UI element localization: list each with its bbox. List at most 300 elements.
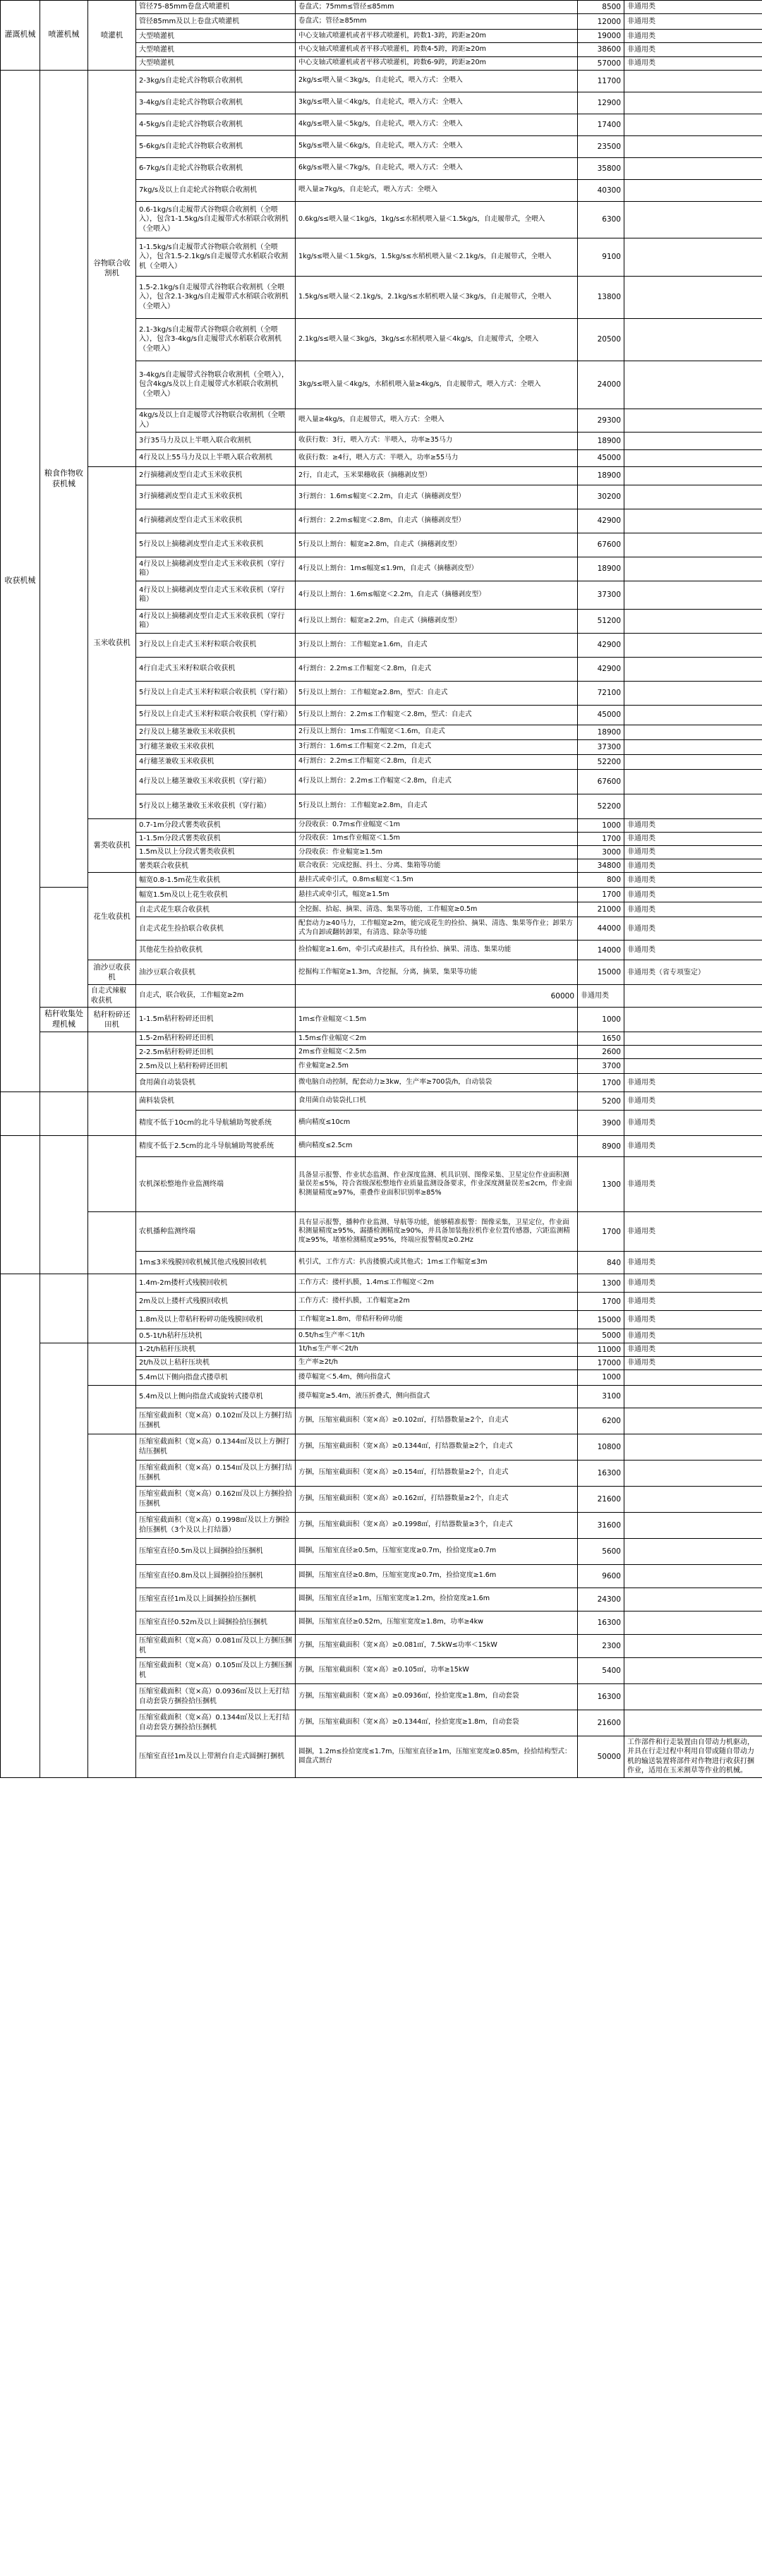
note-cell: 非通用类 xyxy=(624,1293,762,1311)
note-cell xyxy=(624,1369,762,1385)
note-cell xyxy=(624,1611,762,1634)
note-cell xyxy=(624,581,762,609)
note-cell: 工作部件和行走装置由自带动力机驱动，并具在行走过程中利用自带或随自带动力机的输送装置将部件对作物进行收获打捆作业，适用在玉米割草等作业的机械。 xyxy=(624,1736,762,1777)
subsidy-amount-cell: 35800 xyxy=(578,157,624,179)
spec-cell: 3行割台：1.6m≤幅宽＜2.2m，自走式（摘穗剥皮型） xyxy=(296,485,578,509)
note-cell xyxy=(624,1059,762,1074)
subsidy-amount-cell: 3000 xyxy=(578,846,624,859)
spec-cell: 方捆，压缩室截面积（宽×高）≥0.1344㎡，打结器数量≥2个，自走式 xyxy=(296,1434,578,1460)
subsidy-amount-cell: 45000 xyxy=(578,705,624,725)
spec-cell: 6kg/s≤喂入量＜7kg/s，自走轮式，喂入方式：全喂入 xyxy=(296,157,578,179)
spec-cell: 圆捆，压缩室直径≥1m，压缩室宽度≥1.2m，捡拾宽度≥1.6m xyxy=(296,1588,578,1611)
spec-cell: 具备显示报警、作业状态监测、作业深度监测、机具识别、图像采集、卫星定位作业面积测量误差≤5%，符合省级深松整地作业质量监测设备要求，作业深度测量误差≤2cm，作业面积测量精度≥97%，重叠作业面积识别率≥85% xyxy=(296,1157,578,1212)
spec-cell: 中心支轴式喷灌机或者平移式喷灌机，跨数4-5跨，跨距≥20m xyxy=(296,43,578,56)
item-name-cell: 5行及以上自走式玉米籽粒联合收获机（穿行箱） xyxy=(136,705,296,725)
item-name-cell: 压缩室截面积（宽×高）0.105㎡及以上方捆压捆机 xyxy=(136,1657,296,1683)
spec-cell: 捡拾幅宽≥1.6m，牵引式或悬挂式，具有捡拾、摘果、清选、集果功能 xyxy=(296,941,578,960)
item-name-cell: 2m及以上搂杆式残膜回收机 xyxy=(136,1293,296,1311)
spec-cell: 分段收获：0.7m≤作业幅宽＜1m xyxy=(296,818,578,832)
subsidy-amount-cell: 45000 xyxy=(578,449,624,466)
note-cell xyxy=(624,1634,762,1657)
spec-cell: 分段收获：作业幅宽≥1.5m xyxy=(296,846,578,859)
spec-cell: 全挖掘、拾起、摘果、清选、集果等功能，工作幅宽≥0.5m xyxy=(296,902,578,917)
item-name-cell: 压缩室截面积（宽×高）0.102㎡及以上方捆打结压捆机 xyxy=(136,1408,296,1434)
spec-cell: 悬挂式或牵引式，幅宽≥1.5m xyxy=(296,888,578,902)
note-cell xyxy=(624,1486,762,1512)
spec-cell: 3行及以上割台：工作幅宽≥1.6m，自走式 xyxy=(296,633,578,657)
item-name-cell: 压缩室截面积（宽×高）0.1344㎡及以上无打结自动套袋方捆捡拾压捆机 xyxy=(136,1710,296,1736)
note-cell: 非通用类 xyxy=(624,888,762,902)
subsidy-amount-cell: 37300 xyxy=(578,581,624,609)
note-cell xyxy=(624,409,762,432)
note-cell: 非通用类 xyxy=(624,1274,762,1293)
spec-cell: 圆捆，1.2m≤捡拾宽度≤1.7m，压缩室直径≥1m，压缩室宽度≥0.85m，捡拾结构型式：圆盘式割台 xyxy=(296,1736,578,1777)
spec-cell: 5行及以上割台：工作幅宽≥2.8m，自走式 xyxy=(296,794,578,818)
subsidy-amount-cell: 16300 xyxy=(578,1683,624,1710)
note-cell xyxy=(624,1564,762,1588)
category-level2-cell xyxy=(40,1343,88,1777)
subsidy-amount-cell: 23500 xyxy=(578,135,624,157)
subsidy-amount-cell: 1000 xyxy=(578,1008,624,1032)
item-name-cell: 1-1.5m秸秆粉碎还田机 xyxy=(136,1008,296,1032)
spec-cell: 卷盘式；75mm≤管径≤85mm xyxy=(296,1,578,14)
subsidy-amount-cell: 12000 xyxy=(578,14,624,30)
category-level1-cell xyxy=(1,1092,40,1136)
item-name-cell: 农机深松整地作业监测终端 xyxy=(136,1157,296,1212)
spec-cell: 1m≤作业幅宽＜1.5m xyxy=(296,1008,578,1032)
item-name-cell: 自走式花生捡拾联合收获机 xyxy=(136,917,296,941)
table-row xyxy=(1,1274,762,1293)
spec-cell: 4行及以上割台：幅宽≥2.2m，自走式（摘穗剥皮型） xyxy=(296,609,578,633)
note-cell: 非通用类 xyxy=(624,1,762,14)
item-name-cell: 5行及以上穗茎兼收玉米收获机（穿行箱） xyxy=(136,794,296,818)
subsidy-amount-cell: 15000 xyxy=(578,960,624,985)
item-name-cell: 压缩室直径0.52m及以上圆捆捡拾压捆机 xyxy=(136,1611,296,1634)
item-name-cell: 油沙豆联合收获机 xyxy=(136,960,296,985)
note-cell xyxy=(624,1538,762,1564)
subsidy-amount-cell: 13800 xyxy=(578,276,624,318)
note-cell: 非通用类 xyxy=(624,1092,762,1111)
category-level3-cell xyxy=(88,1434,136,1777)
item-name-cell: 自走式辣椒收获机 xyxy=(88,985,136,1008)
spec-cell: 方捆，压缩室截面积（宽×高）≥0.1344㎡，捡拾宽度≥1.8m，自动套袋 xyxy=(296,1710,578,1736)
note-cell: 非通用类 xyxy=(624,1311,762,1329)
note-cell xyxy=(624,432,762,449)
table-row xyxy=(1,873,762,888)
table-row xyxy=(1,466,762,485)
item-name-cell: 幅宽1.5m及以上花生收获机 xyxy=(136,888,296,902)
category-level3-cell: 油沙豆收获机 xyxy=(88,960,136,985)
subsidy-amount-cell: 18900 xyxy=(578,725,624,739)
subsidy-amount-cell: 5000 xyxy=(578,1329,624,1343)
table-row xyxy=(1,1212,762,1252)
category-level3-cell xyxy=(88,1385,136,1434)
subsidy-amount-cell: 1700 xyxy=(578,1293,624,1311)
item-name-cell: 2行摘穗剥皮型自走式玉米收获机 xyxy=(136,466,296,485)
category-level2-cell xyxy=(40,888,88,1008)
note-cell xyxy=(624,557,762,581)
note-cell xyxy=(624,318,762,361)
item-name-cell: 3行摘穗剥皮型自走式玉米收获机 xyxy=(136,485,296,509)
item-name-cell: 3-4kg/s自走履带式谷物联合收割机（全喂入），包含4kg/s及以上自走履带式水稻联合收割机（全喂入） xyxy=(136,361,296,409)
note-cell xyxy=(624,361,762,409)
item-name-cell: 1.8m及以上带秸秆粉碎功能残膜回收机 xyxy=(136,1311,296,1329)
item-name-cell: 食用菌自动装袋机 xyxy=(136,1074,296,1092)
spec-cell: 5kg/s≤喂入量＜6kg/s，自走轮式，喂入方式：全喂入 xyxy=(296,135,578,157)
item-name-cell: 压缩室直径0.8m及以上圆捆捡拾压捆机 xyxy=(136,1564,296,1588)
subsidy-amount-cell: 1650 xyxy=(578,1032,624,1046)
table-row xyxy=(1,1136,762,1157)
subsidy-amount-cell: 3700 xyxy=(578,1059,624,1074)
spec-cell: 圆捆，压缩室直径≥0.8m，压缩室宽度≥0.7m，捡拾宽度≥1.6m xyxy=(296,1564,578,1588)
category-level3-cell xyxy=(88,1212,136,1274)
note-cell xyxy=(624,485,762,509)
item-name-cell: 4行自走式玉米籽粒联合收获机 xyxy=(136,657,296,681)
spec-cell: 0.6kg/s≤喂入量＜1kg/s，1kg/s≤水稻机喂入量＜1.5kg/s，自走履带式，全喂入 xyxy=(296,201,578,238)
spec-cell: 4行割台：2.2m≤工作幅宽＜2.8m，自走式 xyxy=(296,657,578,681)
note-cell xyxy=(624,769,762,794)
note-cell: 非通用类 xyxy=(624,14,762,30)
spec-cell: 1t/h≤生产率＜2t/h xyxy=(296,1343,578,1356)
note-cell: 非通用类 xyxy=(624,941,762,960)
table-row xyxy=(1,1385,762,1408)
item-name-cell: 0.6-1kg/s自走履带式谷物联合收割机（全喂入），包含1-1.5kg/s自走履带式水稻联合收割机（全喂入） xyxy=(136,201,296,238)
spec-cell: 5行及以上割台：2.2m≤工作幅宽＜2.8m，型式：自走式 xyxy=(296,705,578,725)
subsidy-amount-cell: 40300 xyxy=(578,179,624,201)
item-name-cell: 4行及以上穗茎兼收玉米收获机（穿行箱） xyxy=(136,769,296,794)
subsidy-amount-cell: 800 xyxy=(578,873,624,888)
spec-cell: 横向精度≤2.5cm xyxy=(296,1136,578,1157)
item-name-cell: 6-7kg/s自走轮式谷物联合收割机 xyxy=(136,157,296,179)
note-cell: 非通用类 xyxy=(624,1252,762,1274)
note-cell xyxy=(624,681,762,705)
spec-cell: 作业幅宽≥2.5m xyxy=(296,1059,578,1074)
item-name-cell: 4行及以上摘穗剥皮型自走式玉米收获机（穿行箱） xyxy=(136,609,296,633)
spec-cell: 3kg/s≤喂入量＜4kg/s，水稻机喂入量≥4kg/s，自走履带式，喂入方式：全喂入 xyxy=(296,361,578,409)
spec-cell: 微电脑自动控制，配套动力≥3kw，生产率≥700袋/h，自动装袋 xyxy=(296,1074,578,1092)
category-level1-cell: 收获机械 xyxy=(1,70,40,1092)
note-cell xyxy=(624,201,762,238)
item-name-cell: 压缩室直径1m及以上圆捆捡拾压捆机 xyxy=(136,1588,296,1611)
note-cell xyxy=(624,754,762,769)
spec-cell: 中心支轴式喷灌机或者平移式喷灌机，跨数1-3跨，跨距≥20m xyxy=(296,30,578,43)
spec-cell: 喂入量≥4kg/s，自走履带式，喂入方式：全喂入 xyxy=(296,409,578,432)
subsidy-amount-cell: 72100 xyxy=(578,681,624,705)
note-cell: 非通用类 xyxy=(624,859,762,873)
spec-cell: 2.1kg/s≤喂入量＜3kg/s，3kg/s≤水稻机喂入量＜4kg/s，自走履带式，全喂入 xyxy=(296,318,578,361)
item-name-cell: 压缩室截面积（宽×高）0.162㎡及以上方捆捡拾压捆机 xyxy=(136,1486,296,1512)
subsidy-amount-cell: 21600 xyxy=(578,1710,624,1736)
item-name-cell: 农机播种监测终端 xyxy=(136,1212,296,1252)
spec-cell: 1.5kg/s≤喂入量＜2.1kg/s，2.1kg/s≤水稻机喂入量＜3kg/s，自走履带式，全喂入 xyxy=(296,276,578,318)
item-name-cell: 精度不低于2.5cm的北斗导航辅助驾驶系统 xyxy=(136,1136,296,1157)
category-level2-cell xyxy=(40,1092,88,1136)
category-level2-cell: 秸秆收集处理机械 xyxy=(40,1008,88,1032)
subsidy-amount-cell: 3100 xyxy=(578,1385,624,1408)
subsidy-amount-cell: 8900 xyxy=(578,1136,624,1157)
note-cell: 非通用类 xyxy=(624,1343,762,1356)
note-cell xyxy=(624,705,762,725)
item-name-cell: 菌料装袋机 xyxy=(136,1092,296,1111)
item-name-cell: 管径85mm及以上卷盘式喷灌机 xyxy=(136,14,296,30)
item-name-cell: 压缩室直径1m及以上带割台自走式圆捆打捆机 xyxy=(136,1736,296,1777)
note-cell xyxy=(624,533,762,557)
item-name-cell: 大型喷灌机 xyxy=(136,43,296,56)
category-level2-cell xyxy=(40,1274,88,1343)
note-cell xyxy=(624,466,762,485)
subsidy-amount-cell: 30200 xyxy=(578,485,624,509)
subsidy-amount-cell: 2300 xyxy=(578,1634,624,1657)
item-name-cell: 5.4m以下侧向指盘式搂草机 xyxy=(136,1369,296,1385)
spec-cell: 具有显示报警，播种作业监测、导航等功能，能够精准报警：图像采集，卫星定位，作业面积测量精度≥95%，漏播检测精度≥90%，并具备加装拖拉机作业位置传感器，穴距监测精度≥95%，堵塞检测精度≥95%，终端应报警精度≥0.2Hz xyxy=(296,1212,578,1252)
subsidy-amount-cell: 16300 xyxy=(578,1611,624,1634)
note-cell: 非通用类 xyxy=(624,1074,762,1092)
note-cell xyxy=(624,449,762,466)
item-name-cell: 4行及以上55马力及以上半喂入联合收割机 xyxy=(136,449,296,466)
item-name-cell: 5.4m及以上侧向指盘式或旋转式搂草机 xyxy=(136,1385,296,1408)
subsidy-amount-cell: 6300 xyxy=(578,201,624,238)
spec-cell: 配套动力≥40马力，工作幅宽≥2m，能完成花生的捡拾、摘果、清选、集果等作业；卸果方式为自卸或翻转卸果，有清选、除杂等功能 xyxy=(296,917,578,941)
note-cell xyxy=(624,1460,762,1486)
item-name-cell: 3行穗茎兼收玉米收获机 xyxy=(136,739,296,754)
spec-cell: 机引式，工作方式：扒齿搂膜式或其他式；1m≤工作幅宽≤3m xyxy=(296,1252,578,1274)
table-row xyxy=(1,70,762,92)
spec-cell: 2行，自走式，玉米果穗收获（摘穗剥皮型） xyxy=(296,466,578,485)
note-cell xyxy=(624,276,762,318)
subsidy-amount-cell: 42900 xyxy=(578,657,624,681)
spec-cell: 联合收获：完成挖掘、抖土、分离、集箱等功能 xyxy=(296,859,578,873)
subsidy-amount-cell: 57000 xyxy=(578,56,624,70)
category-level3-cell xyxy=(88,1136,136,1212)
category-level3-cell: 秸秆粉碎还田机 xyxy=(88,1008,136,1032)
item-name-cell: 压缩室截面积（宽×高）0.1998㎡及以上方捆捡拾压捆机（3个及以上打结器） xyxy=(136,1512,296,1538)
item-name-cell: 幅宽0.8-1.5m花生收获机 xyxy=(136,873,296,888)
category-level3-cell: 谷物联合收割机 xyxy=(88,70,136,466)
category-level3-cell: 花生收获机 xyxy=(88,873,136,960)
note-cell: 非通用类 xyxy=(624,1212,762,1252)
subsidy-amount-cell: 1700 xyxy=(578,1212,624,1252)
spec-cell: 收获行数：3行，喂入方式：半喂入，功率≥35马力 xyxy=(296,432,578,449)
item-name-cell: 3-4kg/s自走轮式谷物联合收割机 xyxy=(136,92,296,114)
item-name-cell: 4行及以上摘穗剥皮型自走式玉米收获机（穿行箱） xyxy=(136,581,296,609)
item-name-cell: 1-2t/h秸秆压块机 xyxy=(136,1343,296,1356)
subsidy-amount-cell: 52200 xyxy=(578,754,624,769)
spec-cell: 圆捆，压缩室直径≥0.5m，压缩室宽度≥0.7m，捡拾宽度≥0.7m xyxy=(296,1538,578,1564)
spec-cell: 1kg/s≤喂入量＜1.5kg/s，1.5kg/s≤水稻机喂入量＜2.1kg/s，自走履带式，全喂入 xyxy=(296,238,578,276)
subsidy-amount-cell: 67600 xyxy=(578,533,624,557)
subsidy-amount-cell: 29300 xyxy=(578,409,624,432)
category-level1-cell xyxy=(1,1274,40,1778)
subsidy-amount-cell: 31600 xyxy=(578,1512,624,1538)
subsidy-amount-cell: 24300 xyxy=(578,1588,624,1611)
note-cell: 非通用类 xyxy=(624,1136,762,1157)
subsidy-amount-cell: 840 xyxy=(578,1252,624,1274)
item-name-cell: 薯类联合收获机 xyxy=(136,859,296,873)
spec-cell: 生产率≥2t/h xyxy=(296,1356,578,1369)
spec-cell: 圆捆，压缩室直径≥0.52m，压缩室宽度≥1.8m，功率≥4kw xyxy=(296,1611,578,1634)
table-row xyxy=(1,1,762,14)
spec-cell: 横向精度≤10cm xyxy=(296,1111,578,1136)
note-cell: 非通用类 xyxy=(624,1329,762,1343)
spec-cell: 2kg/s≤喂入量＜3kg/s，自走轮式，喂入方式：全喂入 xyxy=(296,70,578,92)
spec-cell: 工作方式：搂杆扒膜，工作幅宽≥2m xyxy=(296,1293,578,1311)
subsidy-amount-cell: 11000 xyxy=(578,1343,624,1356)
subsidy-amount-cell: 24000 xyxy=(578,361,624,409)
item-name-cell: 1.5-2m秸秆粉碎还田机 xyxy=(136,1032,296,1046)
category-level3-cell xyxy=(88,1274,136,1343)
note-cell xyxy=(624,1032,762,1046)
subsidy-amount-cell: 1000 xyxy=(578,1369,624,1385)
item-name-cell: 4行及以上摘穗剥皮型自走式玉米收获机（穿行箱） xyxy=(136,557,296,581)
spec-cell: 4行及以上割台：1.6m≤幅宽＜2.2m，自走式（摘穗剥皮型） xyxy=(296,581,578,609)
table-row xyxy=(1,1008,762,1032)
subsidy-amount-cell: 38600 xyxy=(578,43,624,56)
note-cell xyxy=(624,1710,762,1736)
note-cell xyxy=(624,70,762,92)
subsidy-amount-cell: 60000 xyxy=(296,985,578,1008)
subsidy-amount-cell: 37300 xyxy=(578,739,624,754)
subsidy-amount-cell: 6200 xyxy=(578,1408,624,1434)
subsidy-amount-cell: 51200 xyxy=(578,609,624,633)
spec-cell: 自走式，联合收获，工作幅宽≥2m xyxy=(136,985,296,1008)
spec-cell: 方捆，压缩室截面积（宽×高）≥0.162㎡，打结器数量≥2个，自走式 xyxy=(296,1486,578,1512)
spec-cell: 工作方式：搂杆扒膜，1.4m≤工作幅宽＜2m xyxy=(296,1274,578,1293)
note-cell: 非通用类 xyxy=(624,1157,762,1212)
spec-cell: 中心支轴式喷灌机或者平移式喷灌机，跨数6-9跨，跨距≥20m xyxy=(296,56,578,70)
subsidy-amount-cell: 2600 xyxy=(578,1046,624,1059)
spec-cell: 分段收获：1m≤作业幅宽＜1.5m xyxy=(296,832,578,845)
spec-cell: 搂草幅宽＜5.4m，侧向指盘式 xyxy=(296,1369,578,1385)
subsidy-amount-cell: 15000 xyxy=(578,1311,624,1329)
subsidy-amount-cell: 44000 xyxy=(578,917,624,941)
note-cell xyxy=(624,739,762,754)
note-cell xyxy=(624,509,762,533)
subsidy-amount-cell: 42900 xyxy=(578,633,624,657)
note-cell: 非通用类（省专项鉴定） xyxy=(624,960,762,985)
note-cell xyxy=(624,1588,762,1611)
subsidy-amount-cell: 19000 xyxy=(578,30,624,43)
item-name-cell: 管径75-85mm卷盘式喷灌机 xyxy=(136,1,296,14)
spec-cell: 方捆，压缩室截面积（宽×高）≥0.102㎡，打结器数量≥2个，自走式 xyxy=(296,1408,578,1434)
table-row xyxy=(1,960,762,985)
spec-cell: 4行及以上割台：2.2m≤工作幅宽＜2.8m，自走式 xyxy=(296,769,578,794)
item-name-cell: 大型喷灌机 xyxy=(136,30,296,43)
spec-cell: 搂草幅宽≥5.4m，液压折叠式，侧向指盘式 xyxy=(296,1385,578,1408)
category-level2-cell: 喷灌机械 xyxy=(40,1,88,71)
item-name-cell: 2t/h及以上秸秆压块机 xyxy=(136,1356,296,1369)
note-cell xyxy=(624,725,762,739)
spec-cell: 收获行数：≥4行，喂入方式：半喂入，功率≥55马力 xyxy=(296,449,578,466)
note-cell xyxy=(624,1683,762,1710)
subsidy-amount-cell: 12900 xyxy=(578,92,624,114)
spec-cell: 0.5t/h≤生产率＜1t/h xyxy=(296,1329,578,1343)
item-name-cell: 精度不低于10cm的北斗导航辅助驾驶系统 xyxy=(136,1111,296,1136)
subsidy-amount-cell: 9100 xyxy=(578,238,624,276)
note-cell xyxy=(624,794,762,818)
note-cell xyxy=(624,633,762,657)
item-name-cell: 1.5-2.1kg/s自走履带式谷物联合收割机（全喂入），包含2.1-3kg/s自走履带式水稻联合收割机（全喂入） xyxy=(136,276,296,318)
item-name-cell: 7kg/s及以上自走轮式谷物联合收割机 xyxy=(136,179,296,201)
note-cell xyxy=(624,157,762,179)
item-name-cell: 压缩室截面积（宽×高）0.0936㎡及以上无打结自动套袋方捆捡拾压捆机 xyxy=(136,1683,296,1710)
item-name-cell: 2-2.5m秸秆粉碎还田机 xyxy=(136,1046,296,1059)
note-cell: 非通用类 xyxy=(624,30,762,43)
note-cell: 非通用类 xyxy=(578,985,624,1008)
spec-cell: 5行及以上割台：幅宽≥2.8m，自走式（摘穗剥皮型） xyxy=(296,533,578,557)
spec-cell: 悬挂式或牵引式，0.8m≤幅宽＜1.5m xyxy=(296,873,578,888)
note-cell xyxy=(624,1512,762,1538)
item-name-cell: 压缩室截面积（宽×高）0.081㎡及以上方捆压捆机 xyxy=(136,1634,296,1657)
subsidy-amount-cell: 20500 xyxy=(578,318,624,361)
item-name-cell: 4行穗茎兼收玉米收获机 xyxy=(136,754,296,769)
subsidy-amount-cell: 21000 xyxy=(578,902,624,917)
spec-cell: 方捆，压缩室截面积（宽×高）≥0.081㎡，7.5kW≤功率＜15kW xyxy=(296,1634,578,1657)
subsidy-amount-cell: 16300 xyxy=(578,1460,624,1486)
note-cell xyxy=(624,114,762,135)
item-name-cell: 4行摘穗剥皮型自走式玉米收获机 xyxy=(136,509,296,533)
item-name-cell: 4-5kg/s自走轮式谷物联合收割机 xyxy=(136,114,296,135)
note-cell xyxy=(624,1434,762,1460)
subsidy-amount-cell: 18900 xyxy=(578,466,624,485)
item-name-cell: 压缩室直径0.5m及以上圆捆捡拾压捆机 xyxy=(136,1538,296,1564)
subsidy-amount-cell: 1300 xyxy=(578,1274,624,1293)
note-cell: 非通用类 xyxy=(624,43,762,56)
subsidy-amount-cell: 1700 xyxy=(578,1074,624,1092)
category-level3-cell: 喷灌机 xyxy=(88,1,136,71)
table-body xyxy=(1,1,762,1778)
note-cell xyxy=(624,657,762,681)
spec-cell: 方捆，压缩室截面积（宽×高）≥0.1998㎡，打结器数量≥3个，自走式 xyxy=(296,1512,578,1538)
note-cell: 非通用类 xyxy=(624,1111,762,1136)
table-row xyxy=(1,1434,762,1460)
note-cell: 非通用类 xyxy=(624,846,762,859)
item-name-cell: 4kg/s及以上自走履带式谷物联合收割机（全喂入） xyxy=(136,409,296,432)
item-name-cell: 大型喷灌机 xyxy=(136,56,296,70)
spec-cell: 4kg/s≤喂入量＜5kg/s，自走轮式，喂入方式：全喂入 xyxy=(296,114,578,135)
spec-cell: 方捆，压缩室截面积（宽×高）≥0.0936㎡，捡拾宽度≥1.8m，自动套袋 xyxy=(296,1683,578,1710)
spec-cell: 2行及以上割台：1m≤工作幅宽＜1.6m，自走式 xyxy=(296,725,578,739)
item-name-cell: 1m≤3米残膜回收机械其他式残膜回收机 xyxy=(136,1252,296,1274)
item-name-cell: 自走式花生联合收获机 xyxy=(136,902,296,917)
subsidy-amount-cell: 1300 xyxy=(578,1157,624,1212)
category-level3-cell: 薯类收获机 xyxy=(88,818,136,873)
item-name-cell: 1.4m-2m搂杆式残膜回收机 xyxy=(136,1274,296,1293)
note-cell xyxy=(624,1657,762,1683)
spec-cell: 食用菌自动装袋扎口机 xyxy=(296,1092,578,1111)
item-name-cell: 3行及以上自走式玉米籽粒联合收获机 xyxy=(136,633,296,657)
subsidy-amount-cell: 10800 xyxy=(578,1434,624,1460)
category-level3-cell xyxy=(88,1343,136,1385)
subsidy-amount-cell: 1700 xyxy=(578,888,624,902)
category-level1-cell xyxy=(1,1136,40,1274)
item-name-cell: 3行35马力及以上半喂入联合收割机 xyxy=(136,432,296,449)
note-cell: 非通用类 xyxy=(624,1356,762,1369)
subsidy-amount-cell: 14000 xyxy=(578,941,624,960)
table-row xyxy=(1,985,762,1008)
table-row xyxy=(1,1343,762,1356)
subsidy-amount-cell: 17400 xyxy=(578,114,624,135)
item-name-cell: 2.5m及以上秸秆粉碎还田机 xyxy=(136,1059,296,1074)
spec-cell: 2m≤作业幅宽＜2.5m xyxy=(296,1046,578,1059)
note-cell xyxy=(624,1408,762,1434)
spec-cell: 挖掘构工作幅宽≥1.3m，含挖掘，分离，摘果，集果等功能 xyxy=(296,960,578,985)
subsidy-amount-cell: 18900 xyxy=(578,557,624,581)
spec-cell: 3行割台：1.6m≤工作幅宽＜2.2m，自走式 xyxy=(296,739,578,754)
spec-cell: 5行及以上割台：工作幅宽≥2.8m，型式：自走式 xyxy=(296,681,578,705)
subsidy-amount-cell: 34800 xyxy=(578,859,624,873)
subsidy-amount-cell: 1000 xyxy=(578,818,624,832)
subsidy-amount-cell: 21600 xyxy=(578,1486,624,1512)
